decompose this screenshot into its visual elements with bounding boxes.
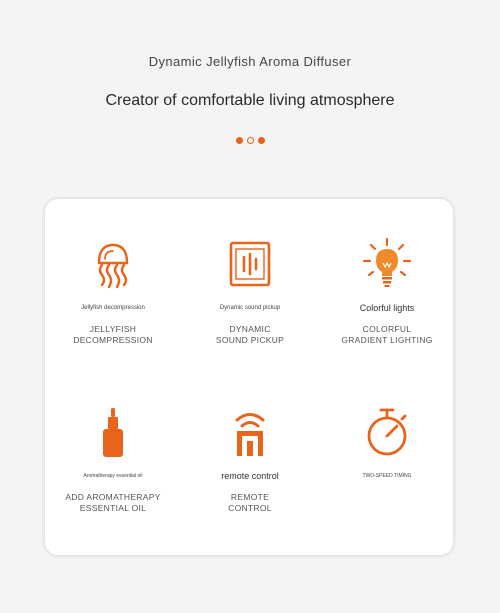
- remote-control-icon: [222, 405, 278, 461]
- feature-main-label: [182, 324, 318, 346]
- carousel-dot[interactable]: [236, 137, 243, 144]
- feature-small-label: remote control: [221, 471, 279, 481]
- feature-jellyfish: [45, 237, 181, 346]
- feature-colorful-lights: [319, 237, 455, 346]
- feature-label-line2: CONTROL: [228, 503, 272, 513]
- carousel-dot[interactable]: [258, 137, 265, 144]
- feature-remote-control: [182, 405, 318, 514]
- oil-bottle-icon: [85, 405, 141, 461]
- feature-timer: [319, 405, 455, 483]
- feature-main-label: [45, 324, 181, 346]
- feature-label-line1: DYNAMIC: [229, 324, 271, 334]
- product-subtitle: Dynamic Jellyfish Aroma Diffuser: [148, 54, 352, 69]
- feature-label-line2: GRADIENT LIGHTING: [341, 335, 433, 345]
- carousel-indicator: [0, 137, 500, 144]
- feature-main-label: [182, 492, 318, 514]
- page-title: Creator of comfortable living atmosphere: [105, 92, 395, 109]
- feature-label-line1: REMOTE: [230, 492, 270, 502]
- features-card: [44, 198, 454, 556]
- feature-sound-pickup: [182, 237, 318, 346]
- feature-label-line2: ESSENTIAL OIL: [79, 503, 147, 513]
- feature-small-label: Colorful lights: [359, 303, 415, 313]
- carousel-dot-active[interactable]: [247, 137, 254, 144]
- jellyfish-icon: [85, 237, 141, 293]
- feature-label-line1: JELLYFISH: [89, 324, 137, 334]
- feature-essential-oil: [45, 405, 181, 514]
- light-bulb-icon: [359, 237, 415, 293]
- feature-label-line2: SOUND PICKUP: [215, 335, 285, 345]
- feature-main-label: [45, 492, 181, 514]
- timer-icon: [359, 405, 415, 461]
- feature-small-label: Dynamic sound pickup: [219, 305, 281, 311]
- feature-small-label: Aromatherapy essential oil: [83, 473, 143, 479]
- feature-label-line1: ADD AROMATHERAPY: [65, 492, 161, 502]
- feature-main-label: [319, 324, 455, 346]
- feature-label-line1: COLORFUL: [362, 324, 412, 334]
- feature-small-label: Jellyfish decompression: [81, 305, 145, 311]
- sound-pickup-icon: [222, 237, 278, 293]
- feature-label-line2: DECOMPRESSION: [73, 335, 153, 345]
- feature-small-label: TWO-SPEED TIMING: [362, 473, 412, 479]
